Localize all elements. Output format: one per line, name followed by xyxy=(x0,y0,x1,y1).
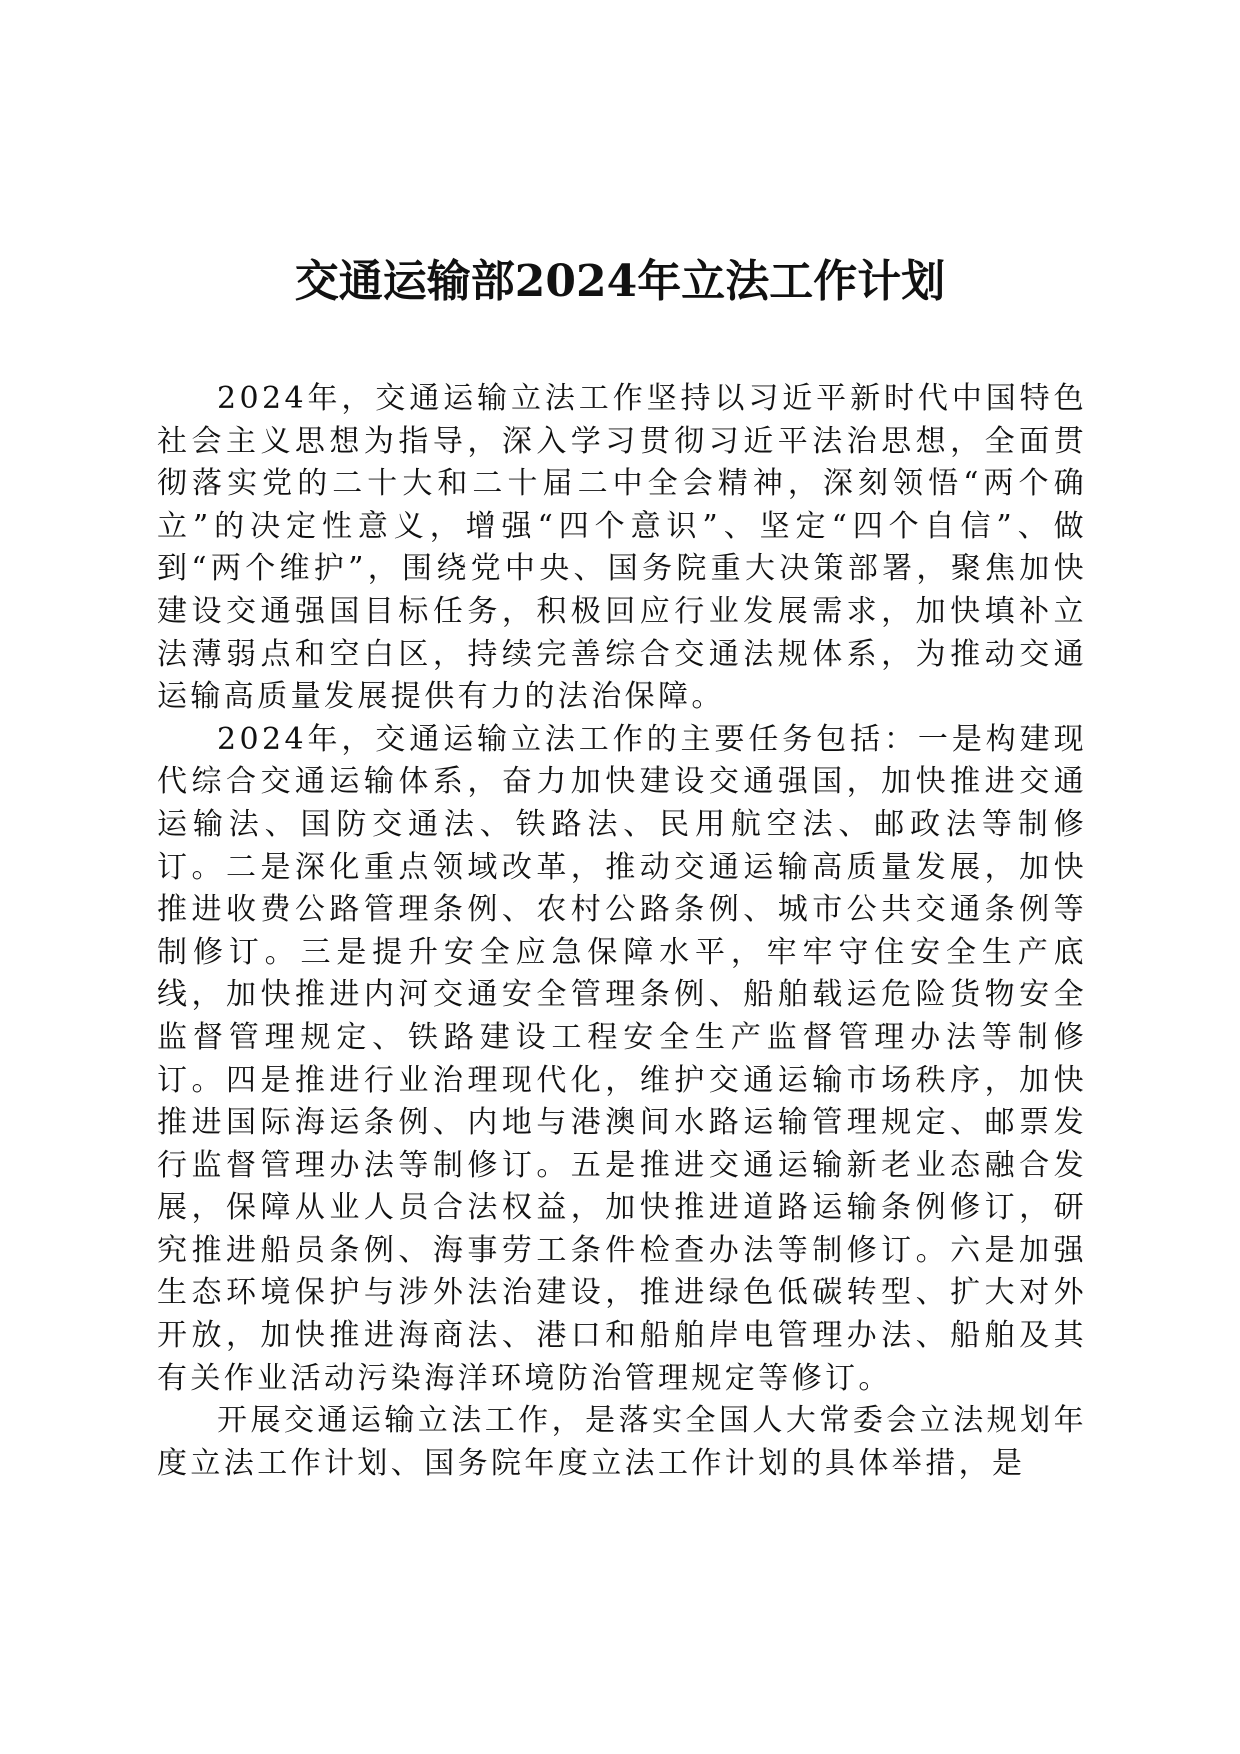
paragraph-significance: 开展交通运输立法工作，是落实全国人大常委会立法规划年度立法工作计划、国务院年度立法工作计划的具体举措，是 xyxy=(157,1403,1087,1481)
document-body xyxy=(157,378,1087,1485)
document-title: 交通运输部2024年立法工作计划 xyxy=(294,256,946,307)
paragraph-main-tasks: 2024年，交通运输立法工作的主要任务包括：一是构建现代综合交通运输体系，奋力加快建设交通强国，加快推进交通运输法、国防交通法、铁路法、民用航空法、邮政法等制修订。二是深化重点领域改革，推动交通运输高质量发展，加快推进收费公路管理条例、农村公路条例、城市公共交通条例等制修订。三是提升安全应急保障水平，牢牢守住安全生产底线，加快推进内河交通安全管理条例、船舶载运危险货物安全监督管理规定、铁路建设工程安全生产监督管理办法等制修订。四是推进行业治理现代化，维护交通运输市场秩序，加快推进国际海运条例、内地与港澳间水路运输管理规定、邮票发行监督管理办法等制修订。五是推进交通运输新老业态融合发展，保障从业人员合法权益，加快推进道路运输条例修订，研究推进船员条例、海事劳工条件检查办法等制修订。六是加强生态环境保护与涉外法治建设，推进绿色低碳转型、扩大对外开放，加快推进海商法、港口和船舶岸电管理办法、船舶及其有关作业活动污染海洋环境防治管理规定等修订。 xyxy=(157,721,1087,1396)
paragraph-intro: 2024年，交通运输立法工作坚持以习近平新时代中国特色社会主义思想为指导，深入学习贯彻习近平法治思想，全面贯彻落实党的二十大和二十届二中全会精神，深刻领悟“两个确立”的决定性意义，增强“四个意识”、坚定“四个自信”、做到“两个维护”，围绕党中央、国务院重大决策部署，聚焦加快建设交通强国目标任务，积极回应行业发展需求，加快填补立法薄弱点和空白区，持续完善综合交通法规体系，为推动交通运输高质量发展提供有力的法治保障。 xyxy=(157,381,1087,715)
